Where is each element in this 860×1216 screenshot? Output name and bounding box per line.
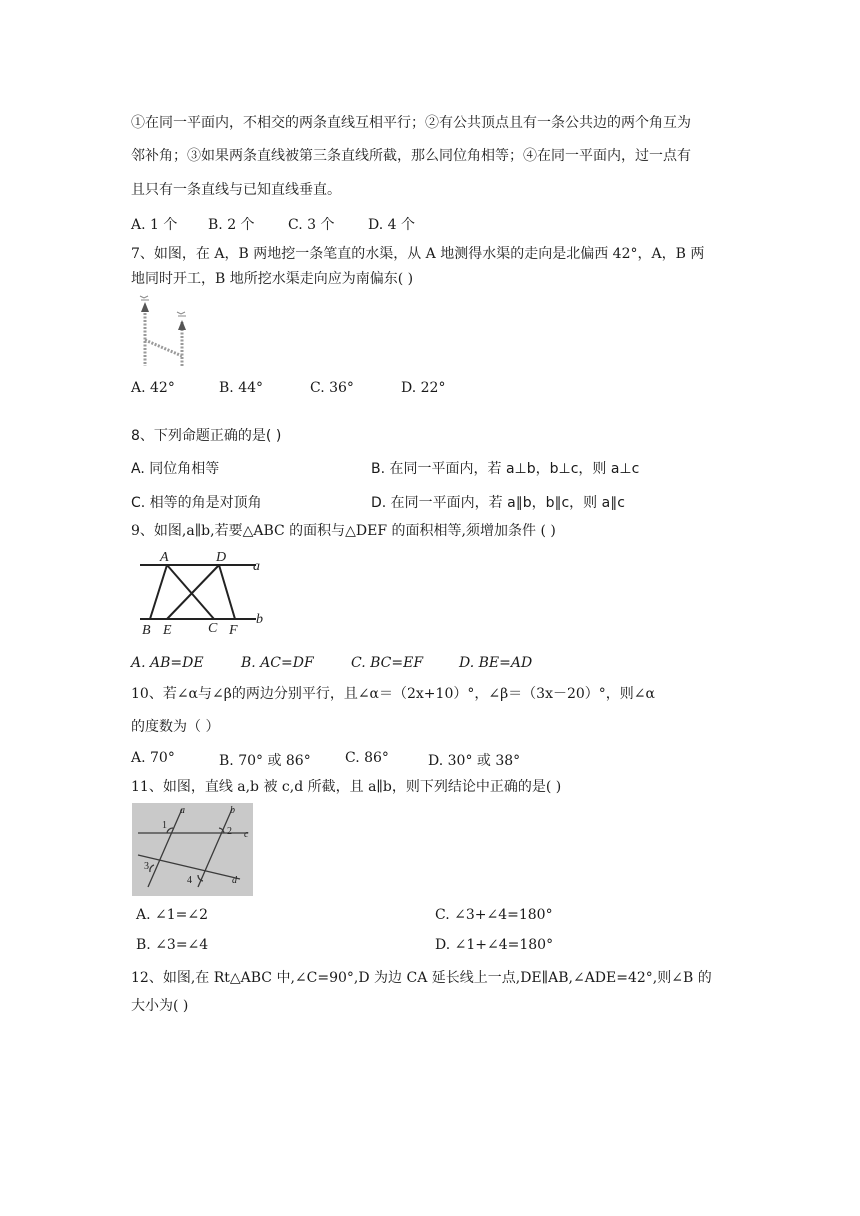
q10-option-b: B. 70° 或 86° bbox=[219, 753, 311, 769]
q11-label-1: 1 bbox=[162, 820, 167, 831]
q10-option-c: C. 86° bbox=[345, 750, 389, 766]
q10-option-a: A. 70° bbox=[131, 750, 175, 766]
q8-stem: 8、下列命题正确的是( ) bbox=[131, 428, 282, 444]
q7-option-a: A. 42° bbox=[131, 380, 175, 396]
q6-option-b: B. 2 个 bbox=[208, 217, 255, 233]
q6-option-c: C. 3 个 bbox=[288, 217, 335, 233]
q9-parallel-lines-figure bbox=[132, 548, 272, 638]
q9-option-b: B. AC=DF bbox=[241, 655, 314, 671]
q6-line-1: ①在同一平面内，不相交的两条直线互相平行；②有公共顶点且有一条公共边的两个角互为 bbox=[131, 115, 691, 131]
q9-label-line-b: b bbox=[256, 612, 263, 627]
q9-label-c: C bbox=[208, 621, 218, 636]
q9-segment-ab bbox=[150, 565, 167, 619]
q11-label-3: 3 bbox=[144, 861, 149, 872]
q11-option-b: B. ∠3=∠4 bbox=[136, 937, 209, 953]
q8-option-d: D. 在同一平面内，若 a∥b，b∥c，则 a∥c bbox=[371, 495, 625, 511]
q6-line-3: 且只有一条直线与已知直线垂直。 bbox=[131, 182, 341, 198]
q9-option-a: A. AB=DE bbox=[131, 655, 204, 671]
q9-option-c: C. BC=EF bbox=[351, 655, 424, 671]
q7-option-c: C. 36° bbox=[310, 380, 354, 396]
q11-label-4: 4 bbox=[187, 875, 192, 886]
q11-option-d: D. ∠1+∠4=180° bbox=[435, 937, 554, 953]
q11-transversal-figure bbox=[132, 803, 253, 896]
q11-label-d: d bbox=[232, 875, 237, 886]
q9-label-line-a: a bbox=[253, 559, 260, 574]
q12-line-2: 大小为( ) bbox=[131, 998, 189, 1014]
q11-label-2: 2 bbox=[227, 826, 232, 837]
q7-option-b: B. 44° bbox=[219, 380, 264, 396]
q9-segment-df bbox=[219, 565, 235, 619]
q9-label-b: B bbox=[142, 623, 151, 638]
q6-option-d: D. 4 个 bbox=[368, 217, 415, 233]
q6-option-a: A. 1 个 bbox=[131, 217, 178, 233]
q7-line-1: 7、如图，在 A，B 两地挖一条笔直的水渠，从 A 地测得水渠的走向是北偏西 42°，A，B 两 bbox=[131, 246, 705, 262]
q10-option-d: D. 30° 或 38° bbox=[428, 753, 521, 769]
q10-line-1: 10、若∠α与∠β的两边分别平行，且∠α＝（2x+10）°，∠β＝（3x－20）°，则∠α bbox=[131, 686, 655, 702]
q9-label-a: A bbox=[160, 550, 169, 565]
q11-label-a: a bbox=[180, 805, 185, 816]
q11-stem: 11、如图，直线 a,b 被 c,d 所截，且 a∥b，则下列结论中正确的是( ) bbox=[131, 779, 562, 795]
q11-label-c: c bbox=[244, 829, 249, 840]
q7-compass-figure bbox=[134, 292, 196, 374]
q11-option-c: C. ∠3+∠4=180° bbox=[435, 907, 553, 923]
q11-option-a: A. ∠1=∠2 bbox=[136, 907, 209, 923]
q9-option-d: D. BE=AD bbox=[459, 655, 533, 671]
q7-option-d: D. 22° bbox=[401, 380, 446, 396]
q10-line-2: 的度数为（ ） bbox=[131, 719, 220, 735]
q9-label-f: F bbox=[229, 623, 238, 638]
q8-option-a: A. 同位角相等 bbox=[131, 461, 220, 477]
q12-line-1: 12、如图,在 Rt△ABC 中,∠C=90°,D 为边 CA 延长线上一点,DE∥AB,∠ADE=42°,则∠B 的 bbox=[131, 970, 712, 986]
q9-label-d: D bbox=[216, 550, 227, 565]
q7-line-2: 地同时开工，B 地所挖水渠走向应为南偏东( ) bbox=[131, 271, 414, 287]
q11-label-b: b bbox=[230, 805, 235, 816]
q9-stem: 9、如图,a∥b,若要△ABC 的面积与△DEF 的面积相等,须增加条件 ( ) bbox=[131, 523, 556, 539]
q6-line-2: 邻补角；③如果两条直线被第三条直线所截，那么同位角相等；④在同一平面内，过一点有 bbox=[131, 148, 691, 164]
q8-option-c: C. 相等的角是对顶角 bbox=[131, 495, 262, 511]
q8-option-b: B. 在同一平面内，若 a⊥b，b⊥c，则 a⊥c bbox=[371, 461, 640, 477]
q9-label-e: E bbox=[163, 623, 172, 638]
